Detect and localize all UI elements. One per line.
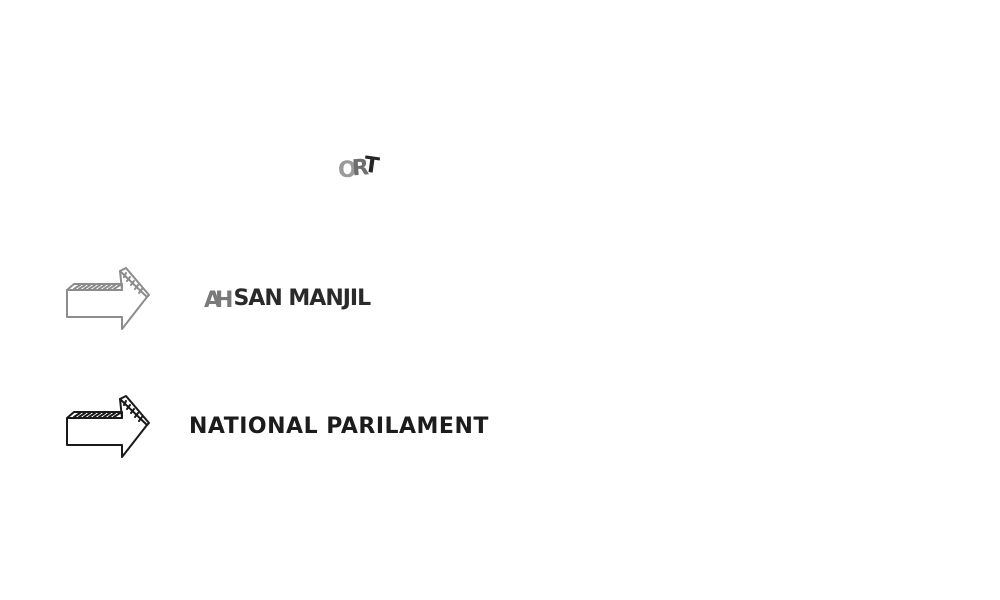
location-label-ahsan-manjil — [204, 286, 370, 311]
animated-letters — [338, 152, 376, 183]
letter: O — [338, 158, 352, 183]
location-label-national-parliament: NATIONAL PARILAMENT — [189, 414, 489, 439]
location-label-text: SAN MANJIL — [233, 286, 371, 311]
letter: T — [361, 152, 376, 179]
right-arrow-sketch-icon — [64, 267, 150, 331]
right-arrow-sketch-icon — [64, 395, 150, 459]
animated-lead-letters: AH — [204, 288, 228, 313]
letter: R — [350, 155, 365, 182]
